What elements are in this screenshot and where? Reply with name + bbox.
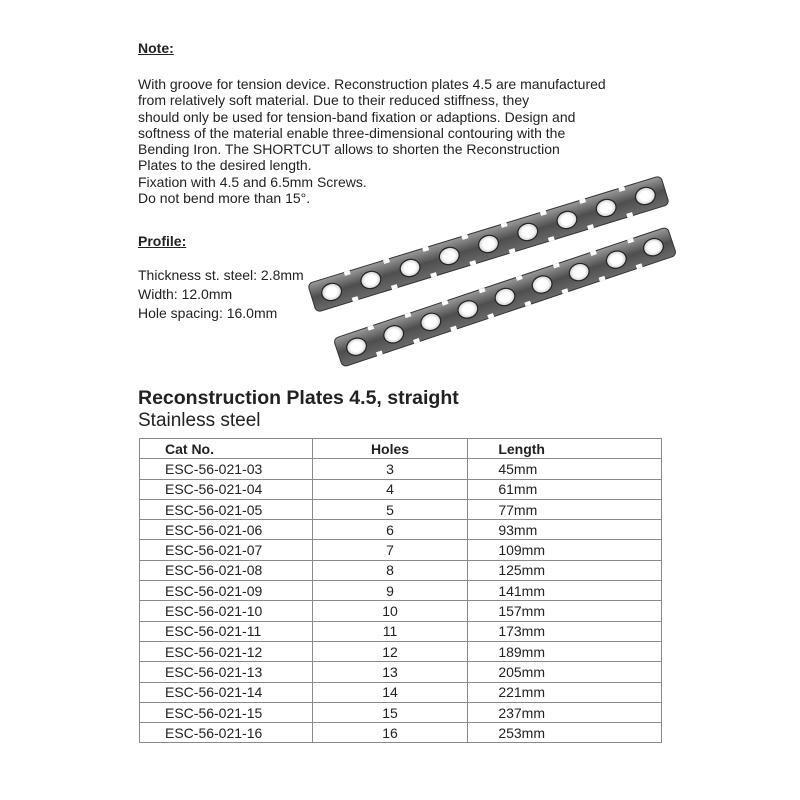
table-row [140,641,662,661]
table-row [140,499,662,519]
table-row [140,662,662,682]
cell-cat-no: ESC-56-021-04 [140,479,313,499]
table-row [140,601,662,621]
cell-holes: 8 [312,560,468,580]
cell-length: 221mm [468,682,662,702]
spec-thickness: Thickness st. steel: 2.8mm [138,267,304,283]
cell-holes: 3 [312,459,468,479]
cell-holes: 7 [312,540,468,560]
cell-length: 157mm [468,601,662,621]
cell-length: 237mm [468,702,662,722]
catalog-table [139,438,662,743]
note-line: Fixation with 4.5 and 6.5mm Screws. [138,173,367,190]
cell-cat-no: ESC-56-021-06 [140,520,313,540]
profile-specs [138,266,304,323]
cell-holes: 10 [312,601,468,621]
cell-cat-no: ESC-56-021-03 [140,459,313,479]
cell-length: 61mm [468,479,662,499]
note-line: from relatively soft material. Due to their reduced stiffness, they [138,92,530,109]
cell-length: 77mm [468,499,662,519]
note-line: softness of the material enable three-dimensional contouring with the [138,124,566,141]
cell-length: 109mm [468,540,662,560]
cell-cat-no: ESC-56-021-11 [140,621,313,641]
cell-holes: 5 [312,499,468,519]
cell-cat-no: ESC-56-021-13 [140,662,313,682]
spec-hole-spacing: Hole spacing: 16.0mm [138,305,278,321]
cell-length: 205mm [468,662,662,682]
header-length: Length [468,439,662,459]
cell-holes: 16 [312,723,468,743]
cell-length: 189mm [468,641,662,661]
header-cat-no: Cat No. [140,439,313,459]
table-row [140,479,662,499]
product-title: Reconstruction Plates 4.5, straight [138,387,459,409]
cell-cat-no: ESC-56-021-12 [140,641,313,661]
cell-cat-no: ESC-56-021-15 [140,702,313,722]
table-row [140,560,662,580]
header-holes: Holes [312,439,468,459]
cell-holes: 6 [312,520,468,540]
table-row [140,723,662,743]
cell-cat-no: ESC-56-021-10 [140,601,313,621]
cell-holes: 4 [312,479,468,499]
table-row [140,540,662,560]
table-row [140,682,662,702]
cell-holes: 14 [312,682,468,702]
cell-cat-no: ESC-56-021-08 [140,560,313,580]
cell-length: 173mm [468,621,662,641]
cell-holes: 13 [312,662,468,682]
plates-illustration [300,168,680,383]
table-body [140,459,662,743]
note-heading: Note: [138,40,174,56]
profile-heading: Profile: [138,233,187,249]
table-row [140,702,662,722]
cell-cat-no: ESC-56-021-09 [140,581,313,601]
cell-length: 141mm [468,581,662,601]
cell-holes: 9 [312,581,468,601]
note-line: With groove for tension device. Reconstruction plates 4.5 are manufactured [138,76,606,92]
table-row [140,459,662,479]
table-row [140,581,662,601]
cell-holes: 11 [312,621,468,641]
cell-holes: 12 [312,641,468,661]
cell-cat-no: ESC-56-021-05 [140,499,313,519]
table-row [140,621,662,641]
cell-cat-no: ESC-56-021-16 [140,723,313,743]
note-line: Do not bend more than 15°. [138,190,311,207]
spec-width: Width: 12.0mm [138,286,233,302]
table-header-row [140,439,662,459]
cell-holes: 15 [312,702,468,722]
cell-length: 125mm [468,560,662,580]
note-line: Plates to the desired length. [138,157,312,174]
note-line: should only be used for tension-band fixation or adaptions. Design and [138,108,576,125]
cell-length: 253mm [468,723,662,743]
cell-cat-no: ESC-56-021-07 [140,540,313,560]
cell-length: 93mm [468,520,662,540]
cell-length: 45mm [468,459,662,479]
cell-cat-no: ESC-56-021-14 [140,682,313,702]
note-line: Bending Iron. The SHORTCUT allows to shorten the Reconstruction [138,141,560,158]
table-row [140,520,662,540]
product-subtitle: Stainless steel [138,410,261,431]
